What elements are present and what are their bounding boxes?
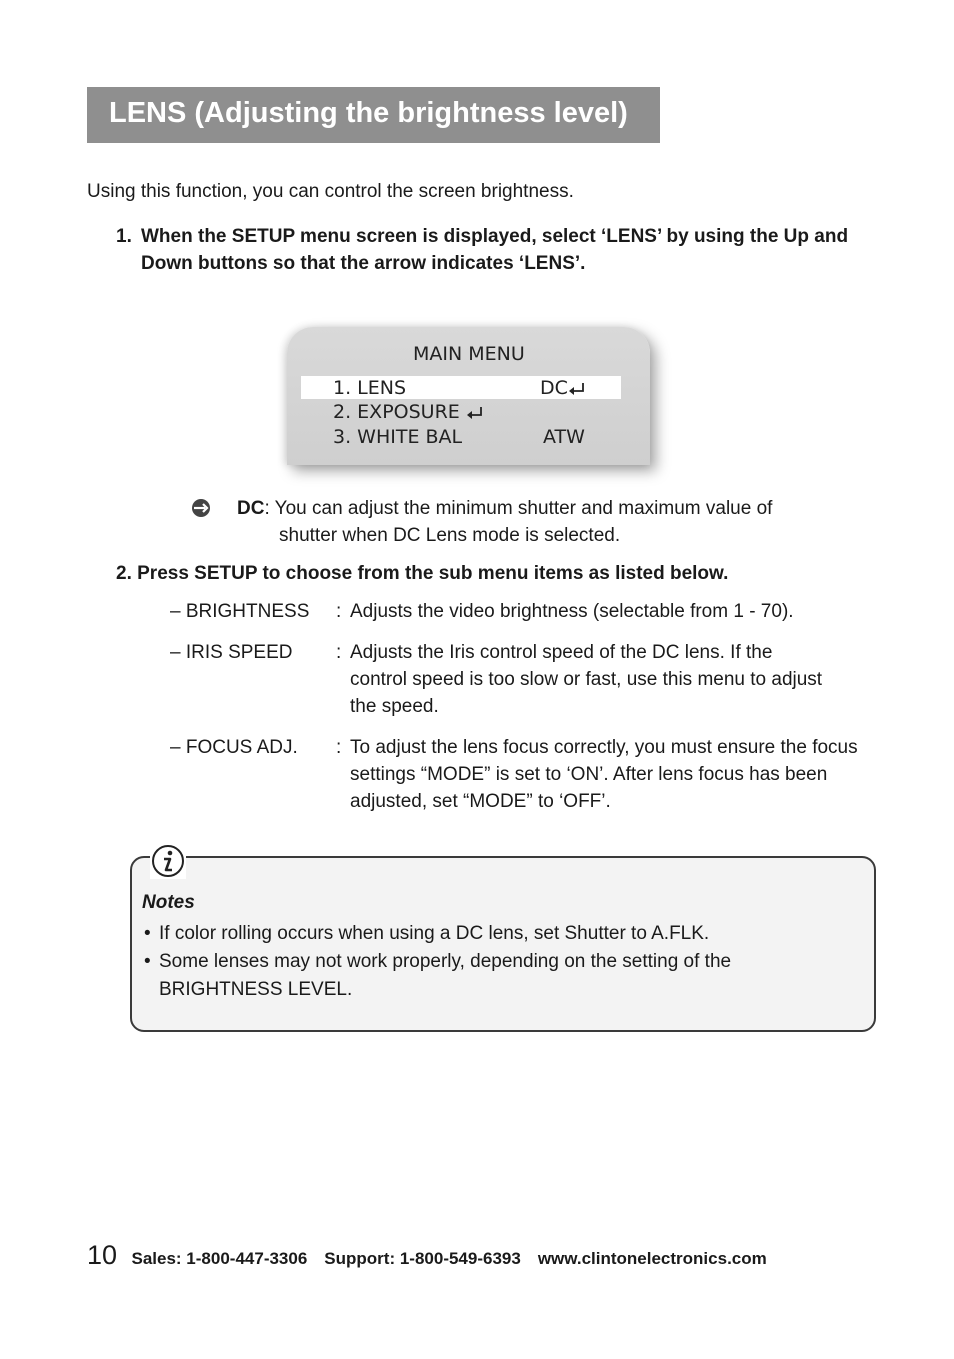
sub-item-iris-speed [170,639,870,720]
dc-term: DC [237,498,265,519]
notes-title: Notes [142,892,195,913]
step-1-number: 1. [116,226,132,247]
colon: : [336,642,342,663]
section-title-bar [87,87,660,143]
sub-item-name: – FOCUS ADJ. [170,737,298,758]
step-2: 2. Press SETUP to choose from the sub menu items as listed below. [116,563,729,584]
note-text: Some lenses may not work properly, depending on the setting of the BRIGHTNESS LEVEL. [159,951,732,1000]
osd-item-lens-value [540,377,586,399]
osd-item-white-bal-label: 3. WHITE BAL [333,426,463,448]
osd-item-white-bal [333,426,462,448]
page-footer [87,1240,767,1271]
page-title: LENS (Adjusting the brightness level) [109,97,628,129]
sub-item-desc: Adjusts the video brightness (selectable from 1 - 70). [350,601,794,622]
note-item [144,948,864,1004]
info-icon [150,843,186,879]
osd-item-exposure [333,401,484,423]
osd-item-lens-value-text: DC [540,377,568,399]
sub-item-name: – IRIS SPEED [170,642,293,663]
bullet: • [144,923,151,944]
dc-note-line2: shutter when DC Lens mode is selected. [279,525,621,546]
step-1-text: When the SETUP menu screen is displayed, select ‘LENS’ by using the Up and Down buttons so that the arrow indicates ‘LENS’. [141,226,849,274]
sub-item-focus-adj [170,734,870,815]
enter-arrow-icon [568,382,586,396]
osd-item-lens [333,377,406,399]
note-text: If color rolling occurs when using a DC lens, set Shutter to A.FLK. [159,923,710,944]
enter-arrow-icon [466,406,484,420]
support-phone: Support: 1-800-549-6393 [324,1249,521,1268]
colon: : [336,601,342,622]
website-link: www.clintonelectronics.com [537,1249,767,1268]
sales-phone: Sales: 1-800-447-3306 [131,1249,308,1268]
sub-item-brightness [170,598,870,625]
osd-item-exposure-label: 2. EXPOSURE [333,401,460,423]
dc-note [237,495,773,546]
note-arrow-icon [190,498,212,518]
osd-item-white-bal-value: ATW [543,426,585,448]
osd-item-lens-label: 1. LENS [333,377,407,399]
osd-menu-title: MAIN MENU [413,343,525,365]
osd-main-menu [287,327,650,465]
bullet: • [144,951,151,972]
sub-item-name: – BRIGHTNESS [170,601,310,622]
dc-note-line1: : You can adjust the minimum shutter and maximum value of [264,498,773,519]
sub-item-desc: To adjust the lens focus correctly, you must ensure the focus settings “MODE” is set to ‘ON’. After lens focus has been adjusted, set “MODE” to ‘OFF’. [350,737,858,812]
note-item [144,920,864,948]
intro-text: Using this function, you can control the screen brightness. [87,181,574,202]
sub-item-desc: Adjusts the Iris control speed of the DC lens. If the control speed is too slow or fast, use this menu to adjust the speed. [350,642,823,717]
page-number: 10 [87,1240,118,1270]
colon: : [336,737,342,758]
